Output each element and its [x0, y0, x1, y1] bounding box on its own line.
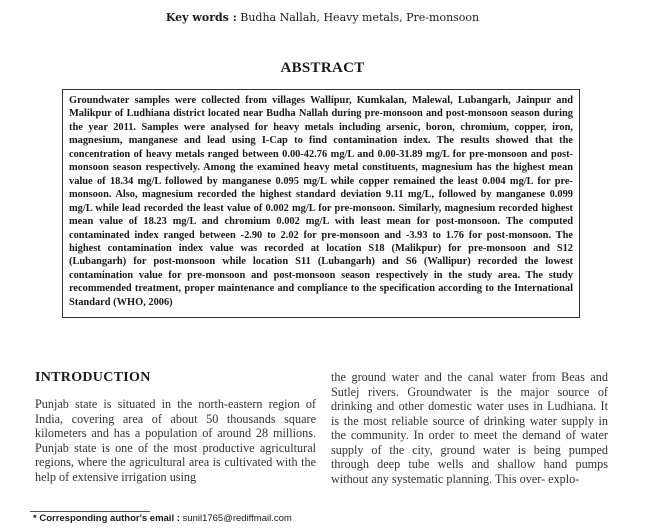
keywords-value: Budha Nallah, Heavy metals, Pre-monsoon — [236, 11, 480, 24]
footnote-label: * Corresponding author's email : — [33, 513, 180, 524]
footnote-email: sunil1765@rediffmail.com — [179, 513, 292, 524]
footnote-rule — [30, 511, 150, 512]
introduction-left-column: Punjab state is situated in the north-eastern region of India, covering area of about 50 thousands square kilometers and has a population of around 28 millions. Punjab state is one of the most productive agricultural regions, where the agricultural area is cultivated with the help of extensive irrigation using — [35, 397, 316, 484]
footnote — [33, 513, 292, 525]
abstract-title: ABSTRACT — [280, 60, 365, 76]
introduction-right-column: the ground water and the canal water from Beas and Sutlej rivers. Groundwater is the major source of drinking and other domestic water uses in Ludhiana. It is the most reliable source of drinking water supply in the community. In order to meet the demand of water supply of the city, ground water is being pumped through deep tube wells and shallow hand pumps without any systematic planning. This over- explo- — [331, 370, 608, 486]
keywords-line — [0, 11, 645, 25]
introduction-heading: INTRODUCTION — [35, 370, 151, 385]
abstract-text: Groundwater samples were collected from villages Wallipur, Kumkalan, Malewal, Lubangarh, Jainpur and Malikpur of Ludhiana district located near Budha Nallah during pre-monsoon and post-monsoon season during the year 2011. Samples were analysed for heavy metals including arsenic, boron, chromium, copper, iron, magnesium, manganese and lead using I-Cap to find contamination index. The results showed that the concentration of heavy metals ranged between 0.00-42.76 mg/L and 0.00-31.89 mg/L for pre-monsoon and post-monsoon season respectively. Among the examined heavy metal constituents, magnesium has the highest mean value of 18.34 mg/L followed by manganese 0.095 mg/L while copper remained the least 0.004 mg/L for pre-monsoon. Also, magnesium recorded the highest standard deviation 9.11 mg/L, followed by manganese 0.099 mg/L while lead recorded the least value of 0.002 mg/L for pre-monsoon. Similarly, magnesium recorded highest mean value of 18.23 mg/L and chromium 0.002 mg/L with least mean for post-monsoon. The computed contaminated index ranged between -2.90 to 2.02 for pre-monsoon and -3.93 to 1.76 for post-monsoon. The highest contamination index value was recorded at location S18 (Malikpur) for pre-monsoon and S12 (Lubangarh) for post-monsoon while location S11 (Lubangarh) and S6 (Wallipur) recorded the lowest contamination value for pre-monsoon and post-monsoon season respectively in the study area. The study recommended treatment, proper maintenance and compliance to the specification according to the International Standard (WHO, 2006) — [69, 95, 573, 308]
keywords-label: Key words : — [165, 11, 237, 24]
abstract-box — [62, 89, 580, 318]
